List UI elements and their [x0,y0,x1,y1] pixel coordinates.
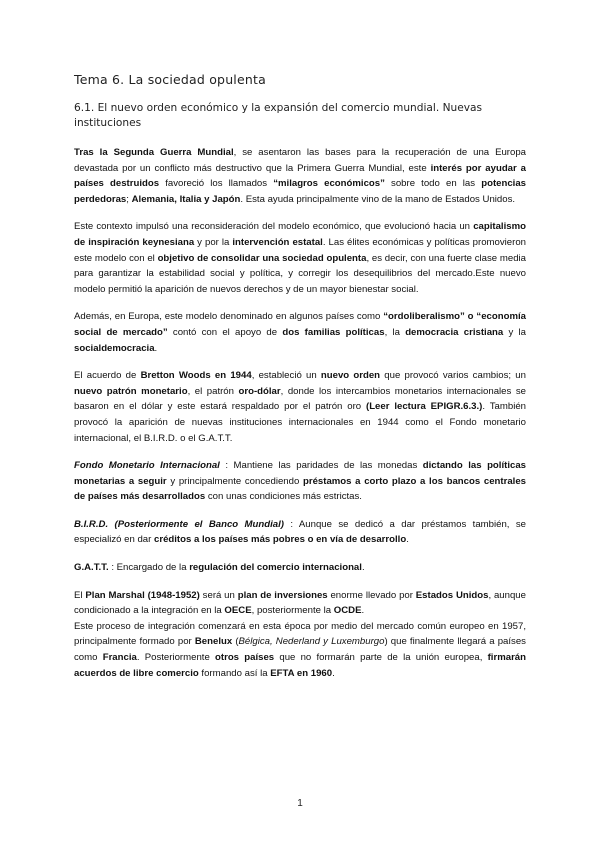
page-content [74,72,526,693]
text-bold: regulación del comercio internacional [189,562,362,574]
text: con unas condiciones más estrictas. [205,491,362,503]
text: : Aunque se dedicó a dar préstamos también, se especializó en dar [74,518,526,546]
paragraph-postwar [74,145,526,207]
text-bold: intervención estatal [232,236,323,248]
text: y la [503,326,526,338]
text: , donde los intercambios monetarios internacionales se basaron en el dólar y este estará respaldado por el patrón oro [74,385,526,413]
text-bold: socialdemocracia [74,342,155,354]
text-italic: Bélgica, Nederland y Luxemburgo [238,636,385,648]
text-bold: G.A.T.T. [74,562,109,574]
text: ( [232,636,239,648]
text-bold: Benelux [194,636,233,648]
text-bold: Tras la Segunda Guerra Mundial [74,147,234,158]
text: Este contexto impulsó una reconsideración del modelo económico, que evolucionó hacia un [74,221,474,233]
text-bold: OCDE [333,605,362,617]
text: , es decir, con una fuerte clase media para garantizar la estabilidad social y política, y corregir los desequilibrios del mercado.Este nuevo modelo permitió la aparición de nuevos derechos y de un mayor bienestar social. [74,252,527,295]
text: . [361,562,365,574]
text: , estableció un [251,370,321,382]
text: que provocó varios cambios; un [380,370,526,382]
text-bold: OECE [224,605,252,617]
text-bold: préstamos a corto plazo a los bancos centrales de países más desarrollados [74,475,526,503]
text-bold: nuevo orden [320,370,381,382]
text-bold: dictando las políticas monetarias a seguir [74,460,526,487]
text: . También provocó la aparición de nuevas instituciones internacionales en 1944 como el Fondo monetario internacional, el B.I.R.D. o el G.A.T.T. [74,401,526,444]
text: . Las élites económicas y políticas promovieron este modelo con el [74,236,526,264]
paragraph-plan-marshall [74,588,526,619]
text: . Esta ayuda principalmente vino de la mano de Estados Unidos. [240,193,516,205]
paragraph-bretton-woods [74,368,526,446]
text: . Posteriormente [136,652,216,664]
page-title: Tema 6. La sociedad opulenta [74,72,266,87]
text: enorme llevado por [327,589,416,601]
text: , aunque condicionado a la integración en la [74,589,526,617]
text-bold-italic: Fondo Monetario Internacional [74,460,220,472]
text-bold: interés por ayudar a países destruidos [74,162,526,190]
text: ) que finalmente llegará a países como [74,636,526,664]
text: ; [126,193,132,205]
text: sobre todo en las [384,178,482,190]
text-bold: “ordoliberalismo” o “economía social de mercado” [74,311,526,338]
text: favoreció los llamados [159,178,274,190]
paragraph-keynesian [74,219,526,297]
text: . [406,534,409,546]
text: que no formarán parte de la unión europea, [274,652,488,664]
paragraph-integration [74,619,526,681]
text-bold: capitalismo de inspiración keynesiana [74,221,526,248]
text: . [154,342,158,354]
text-bold: Plan Marshal (1948-1952) [85,589,200,601]
paragraph-bird [74,517,526,548]
text-bold: créditos a los países más pobres o en vía de desarrollo [154,534,407,546]
text-bold: plan de inversiones [237,589,328,601]
section-subtitle: 6.1. El nuevo orden económico y la expansión del comercio mundial. Nuevas instituciones [74,102,483,129]
text: : Encargado de la [108,562,190,574]
text-bold: firmarán acuerdos de libre comercio [74,652,526,679]
text-bold: “milagros económicos” [273,178,385,190]
text-bold: dos familias políticas [282,326,385,338]
text-bold: objetivo de consolidar una sociedad opulenta [157,252,367,264]
text: formando así la [198,667,271,679]
text-bold: Alemania, Italia y Japón [131,193,241,205]
text: . [332,667,335,679]
page-number: 1 [297,798,303,809]
paragraph-ordoliberalism [74,309,526,356]
text-bold: nuevo patrón monetario [74,385,188,397]
text: Este proceso de integración comenzará en esta época por medio del mercado común europeo en 1957, principalmente formado por [74,620,526,648]
text: , el patrón [187,385,239,397]
paragraph-gatt [74,560,526,576]
text-bold: Francia [102,652,137,664]
text: , se asentaron las bases para la recuperación de una Europa devastada por un conflicto más destructivo que la Primera Guerra Mundial, este [74,147,527,174]
text-bold-italic: B.I.R.D. (Posteriormente el Banco Mundial) [74,518,284,530]
text: será un [199,589,238,601]
text: El acuerdo de [74,370,141,382]
text: contó con el apoyo de [167,326,283,338]
text-bold: otros países [215,652,275,664]
text-bold: oro-dólar [238,385,281,397]
text-bold: (Leer lectura EPIGR.6.3.) [366,401,483,413]
text-bold: democracia cristiana [405,326,504,338]
text: y por la [194,236,233,248]
text: , la [384,326,406,338]
text: : Mantiene las paridades de las monedas [219,460,423,472]
text: El [74,589,86,601]
text-bold: Estados Unidos [415,589,489,601]
text-bold: EFTA en 1960 [270,667,333,679]
paragraph-fmi [74,458,526,505]
text-bold: Bretton Woods en 1944 [140,370,252,382]
text: . [361,605,365,617]
text-bold: potencias perdedoras [74,178,527,205]
text: y principalmente concediendo [166,475,303,487]
text: Además, en Europa, este modelo denominado en algunos países como [74,311,384,323]
text: , posteriormente la [251,605,334,617]
